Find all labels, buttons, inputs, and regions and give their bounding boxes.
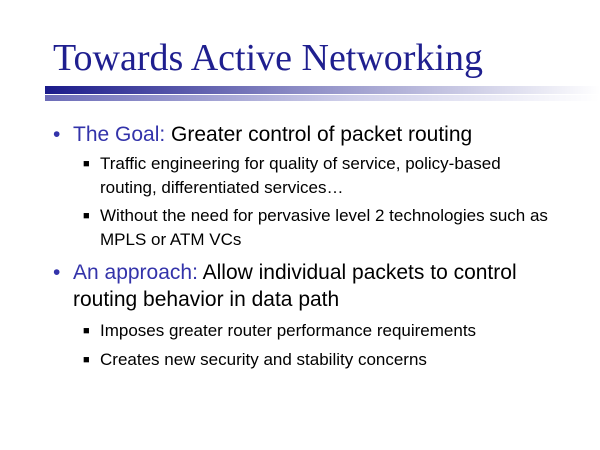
bullet-dot: • <box>53 123 61 146</box>
bullet-text: Allow individual packets to control routing behavior in data path <box>73 261 517 311</box>
sub-bullet-text: Traffic engineering for quality of service, policy-based routing, differentiated services… <box>100 154 501 197</box>
slide-title: Towards Active Networking <box>53 37 484 79</box>
square-bullet-icon: ■ <box>83 325 90 337</box>
sub-bullet-text: Without the need for pervasive level 2 technologies such as MPLS or ATM VCs <box>100 206 548 249</box>
square-bullet-icon: ■ <box>83 158 90 170</box>
bullet-lead: The Goal: <box>73 123 166 146</box>
square-bullet-icon: ■ <box>83 210 90 222</box>
square-bullet-icon: ■ <box>83 354 90 366</box>
bullet-lead: An approach: <box>73 261 198 284</box>
title-divider <box>45 86 600 102</box>
sub-bullet-text: Imposes greater router performance requirements <box>100 321 477 340</box>
sub-bullet-text: Creates new security and stability concerns <box>100 350 427 369</box>
bullet-dot: • <box>53 261 61 284</box>
bullet-text: Greater control of packet routing <box>165 123 473 146</box>
